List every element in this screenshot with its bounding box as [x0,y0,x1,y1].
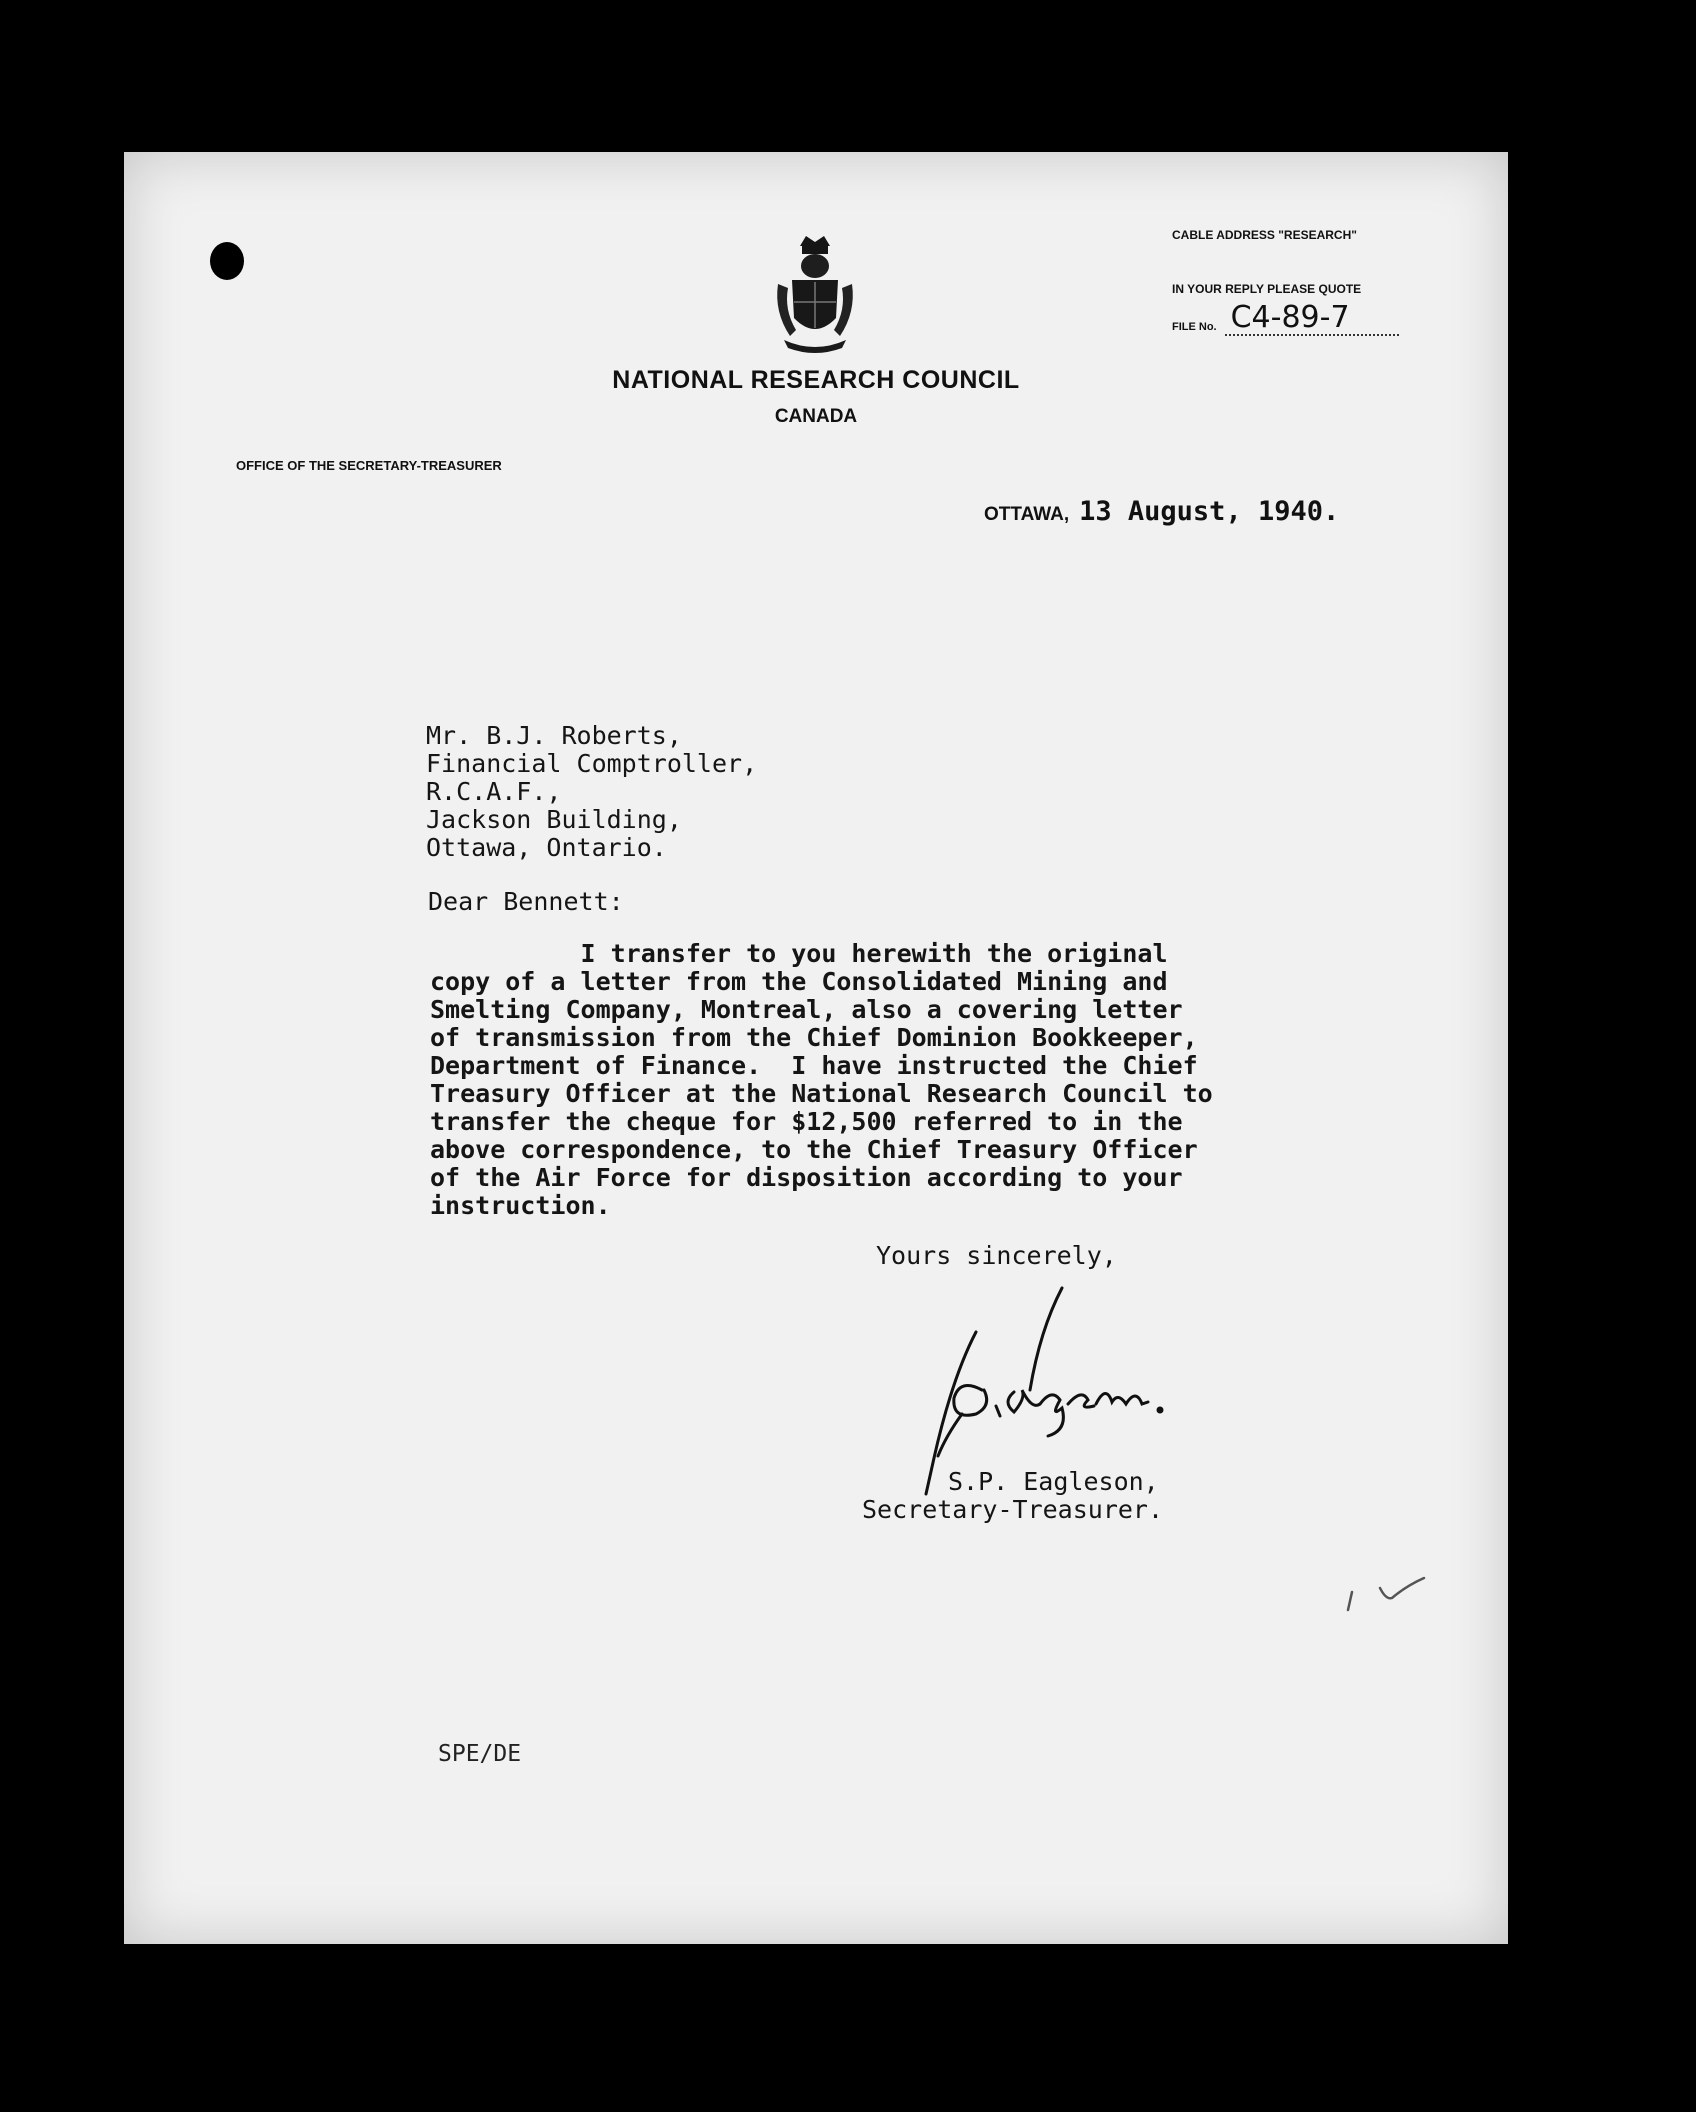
body-line: of the Air Force for disposition according to your [430,1163,1183,1192]
body-line: Treasury Officer at the National Research Council to [430,1079,1213,1108]
date-text: 13 August, 1940. [1079,496,1340,527]
letter-page [124,152,1508,1944]
coat-of-arms-icon [770,232,860,358]
reference-initials: SPE/DE [438,1741,522,1767]
file-number-line [1172,302,1399,336]
signatory-title: Secretary-Treasurer. [862,1495,1164,1524]
salutation: Dear Bennett: [428,887,624,916]
check-mark-icon [1334,1548,1444,1618]
address-line: Mr. B.J. Roberts, [426,721,682,750]
body-line: of transmission from the Chief Dominion Bookkeeper, [430,1023,1198,1052]
organization-country: CANADA [774,406,858,427]
body-line: Department of Finance. I have instructed the Chief [430,1051,1198,1080]
letter-body [430,940,1213,1220]
signatory-name: S.P. Eagleson, [948,1467,1159,1496]
cable-address: CABLE ADDRESS "RESEARCH" [1172,228,1357,242]
body-line: above correspondence, to the Chief Treasury Officer [430,1135,1198,1164]
office-name: OFFICE OF THE SECRETARY-TREASURER [236,458,502,473]
address-line: Financial Comptroller, [426,749,758,778]
punch-hole [210,242,244,280]
body-line: transfer the cheque for $12,500 referred to in the [430,1107,1183,1136]
closing: Yours sincerely, [876,1241,1117,1270]
file-number: C4-89-7 [1225,302,1399,336]
body-line: instruction. [430,1191,611,1220]
address-line: Ottawa, Ontario. [426,833,667,862]
reply-note: IN YOUR REPLY PLEASE QUOTE [1172,282,1362,296]
date-city: OTTAWA, [984,504,1070,525]
date-line [984,496,1339,527]
body-line: copy of a letter from the Consolidated Mining and [430,967,1168,996]
file-label: FILE No. [1172,321,1217,333]
body-line: Smelting Company, Montreal, also a covering letter [430,995,1183,1024]
address-line: R.C.A.F., [426,777,562,806]
organization-name: NATIONAL RESEARCH COUNCIL [612,366,1020,394]
recipient-address [426,722,757,862]
body-line: I transfer to you herewith the original [430,939,1168,968]
address-line: Jackson Building, [426,805,682,834]
